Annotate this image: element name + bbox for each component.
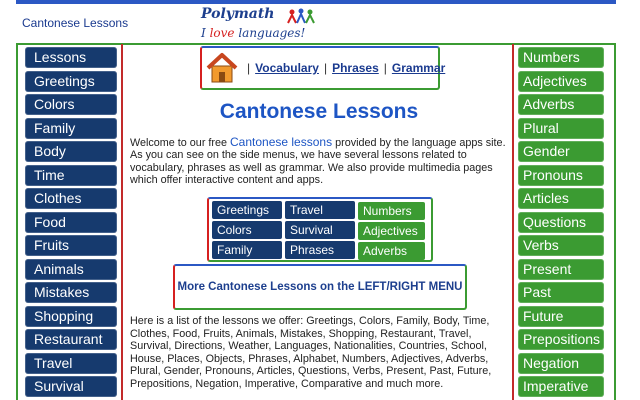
menu-item-prepositions[interactable]: Prepositions [518, 329, 604, 350]
menu-item-past[interactable]: Past [518, 282, 604, 303]
menu-item-numbers[interactable]: Numbers [518, 47, 604, 68]
menu-item-fruits[interactable]: Fruits [25, 235, 117, 256]
menu-item-food[interactable]: Food [25, 212, 117, 233]
menu-item-gender[interactable]: Gender [518, 141, 604, 162]
page-title: Cantonese Lessons [219, 100, 419, 123]
menu-item-travel[interactable]: Travel [25, 353, 117, 374]
menu-item-restaurant[interactable]: Restaurant [25, 329, 117, 350]
grid-item-family[interactable]: Family [212, 241, 282, 259]
more-lessons-text: More Cantonese Lessons on the LEFT/RIGHT MENU [177, 281, 463, 293]
nav-link-grammar[interactable]: Grammar [391, 61, 446, 75]
more-lessons-box [173, 264, 467, 310]
nav-separator: | [247, 61, 251, 75]
site-title[interactable]: Cantonese Lessons [22, 16, 129, 30]
menu-item-clothes[interactable]: Clothes [25, 188, 117, 209]
intro-paragraph: Welcome to our free Cantonese lessons provided by the language apps site. As you can see on the side menus, we have several lessons related to vocabulary, phrases as well as grammar. We also provide multimedia pages which offer interactive content and apps. [130, 135, 506, 187]
intro-highlight-link[interactable]: Cantonese lessons [230, 135, 333, 149]
grid-item-numbers[interactable]: Numbers [358, 202, 425, 220]
menu-item-present[interactable]: Present [518, 259, 604, 280]
menu-item-animals[interactable]: Animals [25, 259, 117, 280]
menu-item-pronouns[interactable]: Pronouns [518, 165, 604, 186]
grid-item-survival[interactable]: Survival [285, 221, 355, 239]
grid-item-colors[interactable]: Colors [212, 221, 282, 239]
logo-word: Polymath [201, 6, 275, 22]
menu-item-time[interactable]: Time [25, 165, 117, 186]
polymath-logo[interactable] [201, 6, 321, 44]
lessons-list-paragraph: Here is a list of the lessons we offer: Greetings, Colors, Family, Body, Time, Clothes, Food, Fruits, Animals, Mistakes, Shopping, Restaurant, Travel, Survival, Directions, Weather, Languages, Nationalities, Countries, School, House, Places, Objects, Phrases, Alphabet, Numbers, Adjectives, Adverbs, Plural, Gender, Pronouns, Articles, Questions, Verbs, Present, Past, Future, Prepositions, Negation, Imperative, Comparative and much more. [130, 315, 492, 390]
grid-item-adjectives[interactable]: Adjectives [358, 222, 425, 240]
right-menu [518, 47, 604, 400]
menu-item-shopping[interactable]: Shopping [25, 306, 117, 327]
menu-item-survival[interactable]: Survival [25, 376, 117, 397]
grid-item-adverbs[interactable]: Adverbs [358, 242, 425, 260]
frame-right [614, 44, 616, 400]
left-menu [25, 47, 117, 400]
nav-separator: | [383, 61, 387, 75]
grid-item-travel[interactable]: Travel [285, 201, 355, 219]
menu-item-adverbs[interactable]: Adverbs [518, 94, 604, 115]
menu-item-negation[interactable]: Negation [518, 353, 604, 374]
grid-item-greetings[interactable]: Greetings [212, 201, 282, 219]
menu-item-mistakes[interactable]: Mistakes [25, 282, 117, 303]
menu-item-future[interactable]: Future [518, 306, 604, 327]
nav-links [242, 61, 445, 75]
menu-item-colors[interactable]: Colors [25, 94, 117, 115]
menu-item-verbs[interactable]: Verbs [518, 235, 604, 256]
menu-item-imperative[interactable]: Imperative [518, 376, 604, 397]
logo-people-icon [287, 8, 315, 24]
menu-item-articles[interactable]: Articles [518, 188, 604, 209]
lesson-grid [207, 197, 433, 262]
menu-item-adjectives[interactable]: Adjectives [518, 71, 604, 92]
logo-tagline: I love languages! [201, 26, 306, 40]
menu-item-greetings[interactable]: Greetings [25, 71, 117, 92]
menu-item-family[interactable]: Family [25, 118, 117, 139]
nav-separator: | [323, 61, 328, 75]
top-nav-box [200, 46, 446, 90]
menu-item-questions[interactable]: Questions [518, 212, 604, 233]
frame-left [16, 44, 18, 400]
header [16, 4, 616, 44]
menu-item-plural[interactable]: Plural [518, 118, 604, 139]
menu-item-body[interactable]: Body [25, 141, 117, 162]
nav-link-vocabulary[interactable]: Vocabulary [255, 61, 319, 75]
nav-link-phrases[interactable]: Phrases [332, 61, 379, 75]
column-divider-left [121, 44, 123, 400]
grid-item-phrases[interactable]: Phrases [285, 241, 355, 259]
home-icon[interactable] [206, 52, 238, 84]
menu-item-lessons[interactable]: Lessons [25, 47, 117, 68]
column-divider-right [512, 44, 514, 400]
header-divider [16, 43, 616, 45]
